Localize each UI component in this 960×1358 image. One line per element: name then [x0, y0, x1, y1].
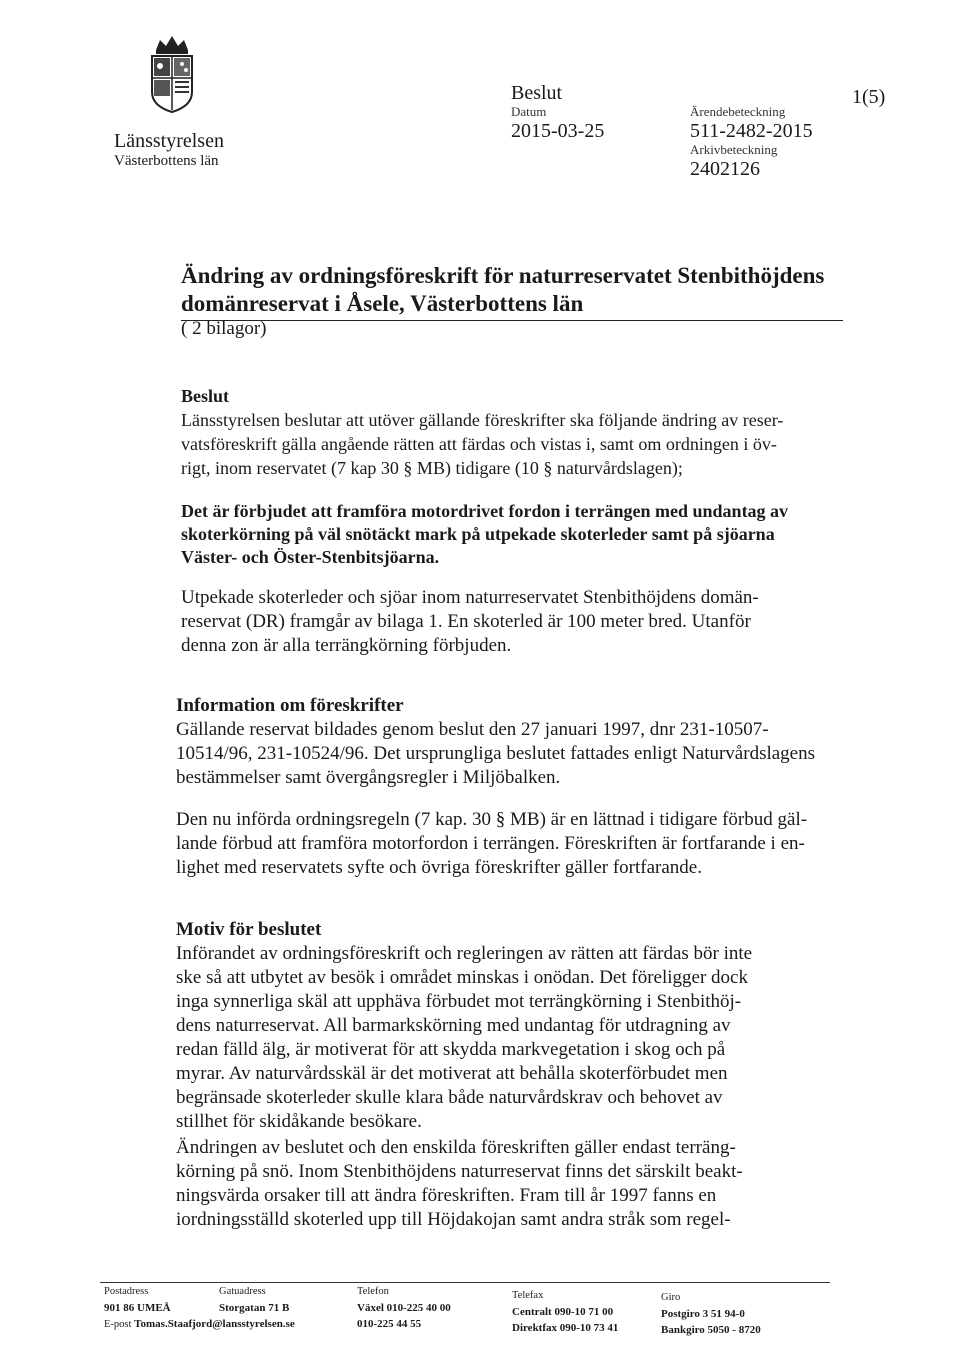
- gatuadress-label: Gatuadress: [219, 1286, 266, 1297]
- text-line: begränsade skoterleder skulle klara både naturvårdskrav och behovet av: [176, 1087, 723, 1108]
- text-line: Införandet av ordningsföreskrift och regleringen av rätten att färdas bör inte: [176, 943, 753, 964]
- text-line: iordningsställd skoterled upp till Höjdakojan samt andra stråk som regel-: [176, 1209, 731, 1230]
- title-line-2: domänreservat i Åsele, Västerbottens län: [181, 291, 584, 316]
- giro-label: Giro: [661, 1292, 681, 1303]
- document-type: Beslut: [511, 82, 563, 104]
- text-line: redan fälld älg, är motiverat för att skydda markvegetation i skog och på: [176, 1039, 726, 1060]
- information-heading: Information om föreskrifter: [176, 695, 404, 716]
- arkiv-label: Arkivbeteckning: [690, 142, 778, 157]
- footer-telefon: [357, 1284, 451, 1332]
- text-line: skoterkörning på väl snötäckt mark på utpekade skoterleder samt på sjöarna: [181, 524, 775, 544]
- attachments-note: ( 2 bilagor): [181, 318, 267, 339]
- information-paragraph-1: [176, 718, 826, 790]
- title-divider: [181, 320, 843, 321]
- text-line: Utpekade skoterleder och sjöar inom naturreservatet Stenbithöjdens domän-: [181, 587, 759, 608]
- text-line: Den nu införda ordningsregeln (7 kap. 30 § MB) är en lättnad i tidigare förbud gäl-: [176, 809, 808, 830]
- footer-telefax: [512, 1288, 618, 1336]
- arende-label: Ärendebeteckning: [690, 104, 786, 119]
- epost-value: Tomas.Staafjord@lansstyrelsen.se: [134, 1318, 295, 1330]
- text-line: 10514/96, 231-10524/96. Det ursprungliga beslutet fattades enligt Naturvårdslagens: [176, 743, 816, 764]
- postadress-value: 901 86 UMEÅ: [104, 1302, 171, 1314]
- text-line: inga synnerliga skäl att upphäva förbudet mot terrängkörning i Stenbithöj-: [176, 991, 742, 1012]
- telefax-label: Telefax: [512, 1290, 544, 1301]
- org-name: Länsstyrelsen: [114, 130, 224, 152]
- arende-value: 511-2482-2015: [690, 120, 813, 142]
- text-line: stillhet för skidåkande besökare.: [176, 1111, 422, 1132]
- text-line: denna zon är alla terrängkörning förbjuden.: [181, 635, 512, 656]
- giro-value-1: Postgiro 3 51 94-0: [661, 1308, 745, 1320]
- beslut-paragraph: [181, 408, 831, 480]
- telefon-value-1: Växel 010-225 40 00: [357, 1302, 451, 1314]
- information-paragraph-2: [176, 808, 826, 880]
- telefax-value-1: Centralt 090-10 71 00: [512, 1306, 614, 1318]
- footer-giro: [661, 1290, 761, 1338]
- gatuadress-value: Storgatan 71 B: [219, 1302, 290, 1314]
- text-line: myrar. Av naturvårdsskäl är det motiverat att behålla skoterförbudet men: [176, 1063, 728, 1084]
- text-line: Väster- och Öster-Stenbitsjöarna.: [181, 547, 440, 567]
- coat-of-arms-logo: [146, 34, 198, 114]
- arkiv-value: 2402126: [690, 158, 760, 180]
- title-line-1: Ändring av ordningsföreskrift för naturreservatet Stenbithöjdens: [181, 263, 825, 288]
- text-line: Gällande reservat bildades genom beslut den 27 januari 1997, dnr 231-10507-: [176, 719, 769, 740]
- text-line: Det är förbjudet att framföra motordrivet fordon i terrängen med undantag av: [181, 501, 789, 521]
- org-subtitle: Västerbottens län: [114, 153, 219, 169]
- document-title: [181, 262, 841, 318]
- datum-value: 2015-03-25: [511, 120, 605, 142]
- motiv-paragraph-2: [176, 1136, 826, 1232]
- text-line: dens naturreservat. All barmarkskörning med undantag för utdragning av: [176, 1015, 731, 1036]
- motiv-paragraph-1: [176, 942, 826, 1134]
- page-number: 1(5): [852, 86, 886, 108]
- postadress-label: Postadress: [104, 1286, 149, 1297]
- epost-label: E-post: [104, 1319, 132, 1330]
- beslut-heading: Beslut: [181, 386, 230, 406]
- text-line: ske så att utbytet av besök i området minskas i onödan. Det föreligger dock: [176, 967, 748, 988]
- epost-row: [104, 1316, 295, 1333]
- text-line: lighet med reservatets syfte och övriga föreskrifter gäller fortfarande.: [176, 857, 702, 878]
- footer-gatuadress: [219, 1284, 289, 1316]
- skoterleder-paragraph: [181, 586, 831, 658]
- text-line: bestämmelser samt övergångsregler i Miljöbalken.: [176, 767, 561, 788]
- telefon-value-2: 010-225 44 55: [357, 1318, 422, 1330]
- telefon-label: Telefon: [357, 1286, 389, 1297]
- text-line: vatsföreskrift gälla angående rätten att färdas och vistas i, samt om ordningen i öv-: [181, 434, 777, 454]
- footer-divider: [100, 1282, 830, 1283]
- beslut-rule-text: [181, 500, 831, 569]
- giro-value-2: Bankgiro 5050 - 8720: [661, 1324, 761, 1336]
- text-line: reservat (DR) framgår av bilaga 1. En skoterled är 100 meter bred. Utanför: [181, 611, 751, 632]
- text-line: Länsstyrelsen beslutar att utöver gällande föreskrifter ska följande ändring av reser-: [181, 410, 784, 430]
- text-line: lande förbud att framföra motorfordon i terrängen. Föreskriften är fortfarande i en-: [176, 833, 805, 854]
- text-line: ningsvärda orsaker till att ändra föreskriften. Fram till år 1997 fanns en: [176, 1185, 717, 1206]
- datum-label: Datum: [511, 104, 547, 119]
- text-line: rigt, inom reservatet (7 kap 30 § MB) tidigare (10 § naturvårdslagen);: [181, 458, 683, 478]
- telefax-value-2: Direktfax 090-10 73 41: [512, 1322, 619, 1334]
- text-line: Ändringen av beslutet och den enskilda föreskriften gäller endast terräng-: [176, 1137, 736, 1158]
- text-line: körning på snö. Inom Stenbithöjdens naturreservat finns det särskilt beakt-: [176, 1161, 743, 1182]
- motiv-heading: Motiv för beslutet: [176, 919, 322, 940]
